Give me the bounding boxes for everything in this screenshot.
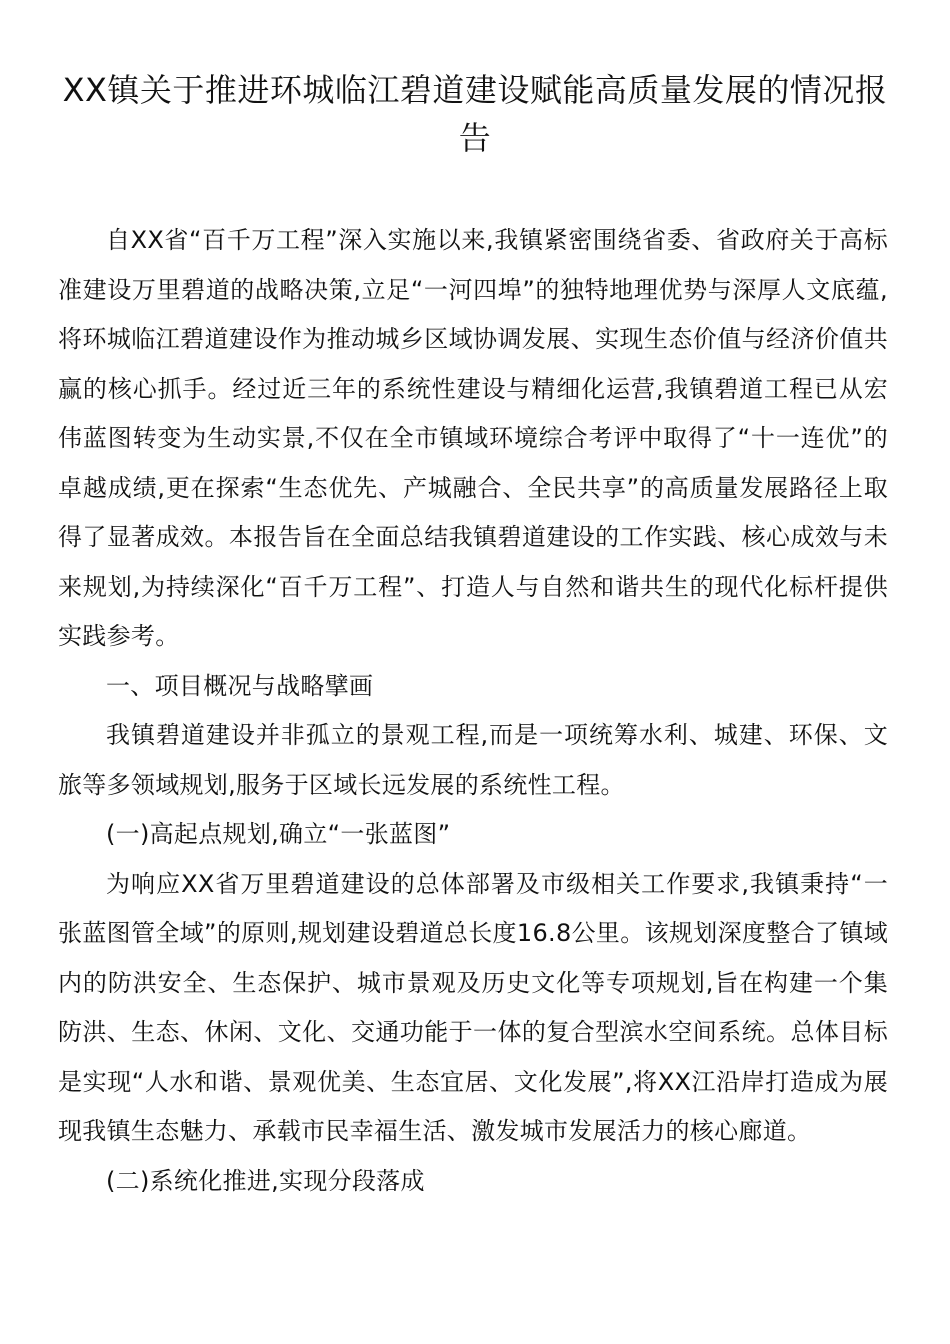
subsection-1-paragraph: 为响应XX省万里碧道建设的总体部署及市级相关工作要求,我镇秉持“一张蓝图管全域”的原则,规划建设碧道总长度16.8公里。该规划深度整合了镇域内的防洪安全、生态保护、城市景观及历史文化等专项规划,旨在构建一个集防洪、生态、休闲、文化、交通功能于一体的复合型滨水空间系统。总体目标是实现“人水和谐、景观优美、生态宜居、文化发展”,将XX江沿岸打造成为展现我镇生态魅力、承载市民幸福生活、激发城市发展活力的核心廊道。: [58, 869, 888, 1145]
intro-paragraph: 自XX省“百千万工程”深入实施以来,我镇紧密围绕省委、省政府关于高标准建设万里碧道的战略决策,立足“一河四埠”的独特地理优势与深厚人文底蕴,将环城临江碧道建设作为推动城乡区域协调发展、实现生态价值与经济价值共赢的核心抓手。经过近三年的系统性建设与精细化运营,我镇碧道工程已从宏伟蓝图转变为生动实景,不仅在全市镇域环境综合考评中取得了“十一连优”的卓越成绩,更在探索“生态优先、产城融合、全民共享”的高质量发展路径上取得了显著成效。本报告旨在全面总结我镇碧道建设的工作实践、核心成效与未来规划,为持续深化“百千万工程”、打造人与自然和谐共生的现代化标杆提供实践参考。: [58, 226, 888, 650]
document-body: [58, 216, 888, 1206]
subsection-heading-2: (二)系统化推进,实现分段落成: [106, 1166, 425, 1195]
section-heading-1: 一、项目概况与战略擘画: [106, 671, 374, 700]
subsection-heading-1: (一)高起点规划,确立“一张蓝图”: [106, 820, 451, 848]
section-1-paragraph: 我镇碧道建设并非孤立的景观工程,而是一项统筹水利、城建、环保、文旅等多领域规划,服务于区域长远发展的系统性工程。: [58, 721, 888, 799]
document-title: XX镇关于推进环城临江碧道建设赋能高质量发展的情况报告: [62, 71, 888, 157]
